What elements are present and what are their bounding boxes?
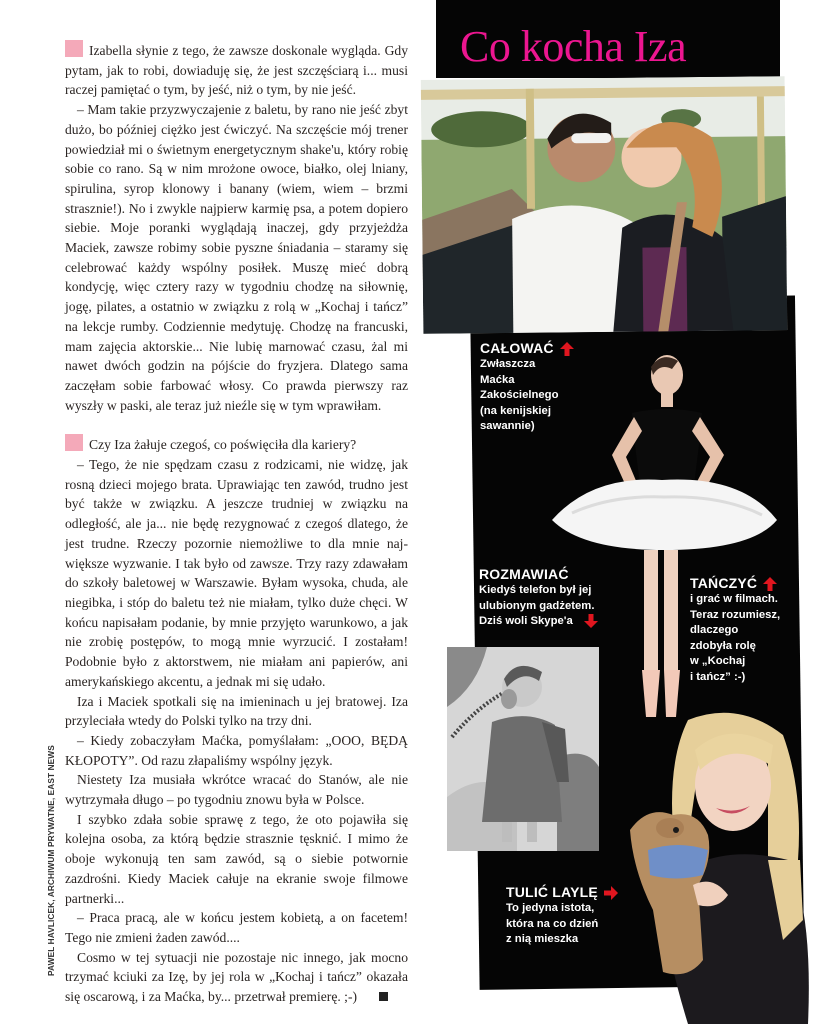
article-body bbox=[65, 40, 408, 1007]
caption-heading bbox=[506, 884, 618, 901]
article-paragraph: Iza i Maciek spotkali się na imieninach u jej bratowej. Iza przyleciała wtedy do Polski tylko na trzy dni. bbox=[65, 693, 408, 729]
article-paragraph: – Praca pracą, ale w końcu jestem kobietą, a on facetem! Tego nie zmieni żaden zawód.... bbox=[65, 910, 408, 945]
childhood-phone-photo bbox=[447, 647, 599, 851]
caption-heading bbox=[480, 340, 574, 357]
arrow-up-icon bbox=[763, 577, 777, 591]
caption-heading-text: TULIĆ LAYLĘ bbox=[506, 884, 598, 900]
end-mark bbox=[379, 992, 388, 1001]
caption-body: i grać w filmach. Teraz rozumiesz, dlaczego zdobyła rolę w „Kochaj i tańcz” :-) bbox=[690, 593, 781, 683]
caption-calowac bbox=[480, 340, 574, 435]
section-marker bbox=[65, 434, 83, 451]
article-paragraph bbox=[65, 434, 408, 455]
caption-heading-text: ROZMAWIAĆ bbox=[479, 566, 569, 582]
caption-heading-text: TAŃCZYĆ bbox=[690, 575, 758, 591]
article-paragraph: – Kiedy zobaczyłam Maćka, pomyślałam: „OOO, BĘDĄ KŁOPOTY”. Od razu złapaliśmy wspólny język. bbox=[65, 732, 408, 768]
section-marker bbox=[65, 40, 83, 57]
caption-heading-text: CAŁOWAĆ bbox=[480, 340, 554, 356]
arrow-down-icon bbox=[584, 614, 598, 628]
caption-body: To jedyna istota, która na co dzień z nią mieszka bbox=[506, 902, 599, 945]
article-paragraph: Niestety Iza musiała wkrótce wracać do Stanów, ale nie wytrzymała długo – po tygodniu znowu była w Polsce. bbox=[65, 772, 408, 808]
caption-heading bbox=[690, 575, 780, 592]
sidebar-title: Co kocha Iza bbox=[460, 22, 687, 71]
iza-with-dog-photo bbox=[618, 710, 818, 1024]
caption-body: Zwłaszcza Maćka Zakościelnego (na kenijskiej sawannie) bbox=[480, 358, 559, 432]
article-paragraph bbox=[65, 948, 408, 1007]
photo-credit: PAWEL HAVLICEK, ARCHIWUM PRYWATNE, EAST NEWS bbox=[46, 745, 56, 976]
caption-tanczyc bbox=[690, 575, 780, 685]
paragraph-text: Izabella słynie z tego, że zawsze doskonale wygląda. Gdy pytam, jak to robi, dowiaduję się, że jest szczęściarą i... musi raczej pamiętać o tym, by jeść, niż o tym, by nie jeść. bbox=[65, 43, 408, 98]
couple-safari-photo bbox=[421, 76, 788, 334]
paragraph-text: Cosmo w tej sytuacji nie pozostaje nic innego, jak mocno trzymać kciuki za Izę, by jej rola w „Kochaj i tańcz” okazała się oscarową, i za Maćka, by... przetrwał premierę. ;-) bbox=[65, 949, 408, 1005]
caption-heading bbox=[479, 566, 598, 583]
caption-rozmawiac bbox=[479, 566, 598, 630]
arrow-up-icon bbox=[560, 342, 574, 356]
paragraph-text: Czy Iza żałuje czegoś, co poświęciła dla kariery? bbox=[89, 437, 357, 453]
article-paragraph bbox=[65, 40, 408, 100]
caption-tulic bbox=[506, 884, 618, 948]
arrow-right-icon bbox=[604, 886, 618, 900]
article-paragraph: – Tego, że nie spędzam czasu z rodzicami, nie widzę, jak rosną dzieci mojego brata. Uprawiając ten zawód, trudno jest być także w związku. A jeszcze trudniej w związku na odległość, ale ja... nie będę rezygnować z czegoś dlatego, że jest trudne. Rzeczy pozornie niemożliwe to dla mnie największe wyzwanie. I tak było od zawsze. Trzy razy zdawałam do szkoły baletowej w Warszawie. Byłam wysoka, chuda, ale niegibka, i stóp do baletu też nie miałam, tylko duże chęci. W końcu napisałam podanie, by mnie przyjęto warunkowo, a jak nie zrobię postępów, to mogą mnie wyrzucić. I zostałam! Podobnie było z aktorstwem, nie miałam ani papierów, ani amerykańskiego akcentu, a jednak mi się udało. bbox=[65, 457, 408, 689]
article-paragraph: – Mam takie przyzwyczajenie z baletu, by rano nie jeść zbyt dużo, bo później ciężko jest ćwiczyć. Na szczęście mój trener powiedział mi o świetnym energetycznym shake'u, który robię sobie co rano. Są w nim mrożone owoce, białko, olej lniany, spirulina, syrop klonowy i banany (wiem, wiem – brzmi strasznie!). No i zwykle najpierw karmię psa, a potem dopiero siebie. Moje poranki wyglądają inaczej, gdy przyjeżdża Maciek, zawsze robimy sobie pyszne śniadania – staramy się celebrować każdy wspólny posiłek. Muszę mieć dobrą kondycję, więc cztery razy w tygodniu chodzę na siłownię, jogę, pilates, a ostatnio w związku z rolą w „Kochaj i tańcz” na lekcje rumby. Codziennie medytuję. Chodzę na francuski, mam zajęcia aktorskie... Nie lubię marnować czasu, żal mi nawet dwóch godzin na pójście do fryzjera. Dlatego sama zaczęłam sobie farbować włosy. Co prawda pierwszy raz wyszły w paski, ale teraz już nieźle się w tym wprawiłam. bbox=[65, 102, 408, 413]
caption-body bbox=[479, 583, 598, 630]
caption-body-text: Kiedyś telefon był jej ulubionym gadżetem. Dziś woli Skype'a bbox=[479, 584, 595, 627]
article-paragraph: I szybko zdała sobie sprawę z tego, że oto pojawiła się kolejna osoba, za którą będzie strasznie tęsknić. I mimo że oboje wykonują ten sam zawód, są o siebie potwornie zazdrośni. Kiedy Maciek całuje na ekranie swoje filmowe partnerki... bbox=[65, 811, 408, 906]
